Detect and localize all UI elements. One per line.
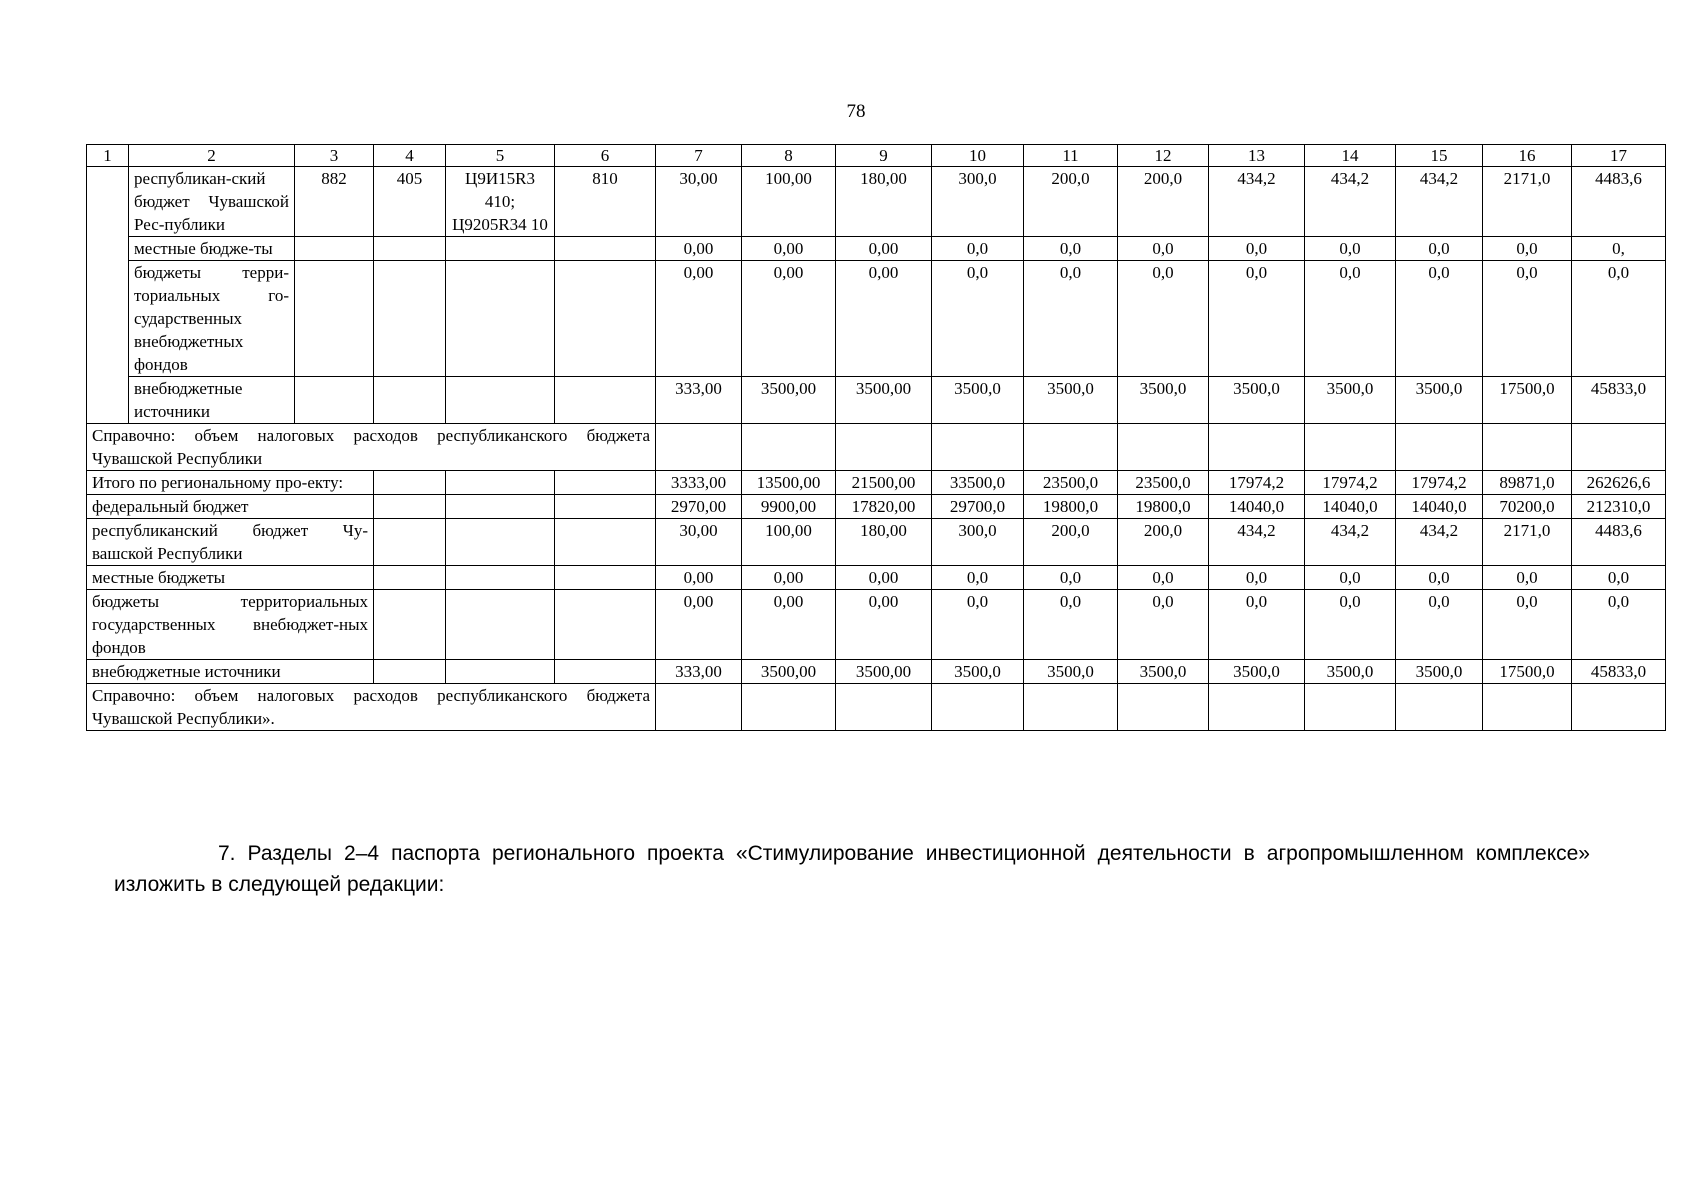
value-cell: [1209, 684, 1305, 731]
empty-cell: [446, 471, 555, 495]
value-cell: 333,00: [656, 660, 742, 684]
code-cell: [374, 377, 446, 424]
value-cell: 2171,0: [1483, 519, 1572, 566]
value-cell: 0,0: [932, 566, 1024, 590]
value-cell: 434,2: [1305, 519, 1396, 566]
total-row: [87, 495, 1666, 519]
total-row: [87, 660, 1666, 684]
value-cell: [1024, 684, 1118, 731]
value-cell: 0,0: [1483, 261, 1572, 377]
value-cell: 0,0: [1024, 237, 1118, 261]
empty-cell: [374, 495, 446, 519]
code-cell: [295, 261, 374, 377]
empty-cell: [374, 660, 446, 684]
value-cell: 434,2: [1209, 167, 1305, 237]
value-cell: 0,0: [1209, 566, 1305, 590]
value-cell: 4483,6: [1572, 519, 1666, 566]
header-cell: 12: [1118, 145, 1209, 167]
empty-cell: [555, 590, 656, 660]
header-cell: 2: [129, 145, 295, 167]
value-cell: 0,0: [1572, 261, 1666, 377]
value-cell: 434,2: [1209, 519, 1305, 566]
row-label: местные бюдже-ты: [129, 237, 295, 261]
value-cell: [1209, 424, 1305, 471]
reference-label: Справочно: объем налоговых расходов республиканского бюджета Чувашской Республики: [87, 424, 656, 471]
code-cell: 810: [555, 167, 656, 237]
value-cell: 21500,00: [836, 471, 932, 495]
empty-cell: [446, 660, 555, 684]
value-cell: 3333,00: [656, 471, 742, 495]
code-cell: [446, 261, 555, 377]
value-cell: 0,0: [1024, 261, 1118, 377]
empty-cell: [374, 471, 446, 495]
value-cell: 0,0: [1118, 590, 1209, 660]
page-number: 78: [846, 101, 866, 122]
header-cell: 10: [932, 145, 1024, 167]
value-cell: 3500,0: [932, 660, 1024, 684]
value-cell: 180,00: [836, 167, 932, 237]
value-cell: [1572, 424, 1666, 471]
value-cell: [656, 424, 742, 471]
value-cell: 70200,0: [1483, 495, 1572, 519]
empty-cell: [446, 519, 555, 566]
value-cell: 0,0: [1396, 237, 1483, 261]
value-cell: 17500,0: [1483, 660, 1572, 684]
value-cell: [1118, 424, 1209, 471]
value-cell: 19800,0: [1118, 495, 1209, 519]
value-cell: 3500,0: [1396, 660, 1483, 684]
value-cell: 0,0: [1209, 261, 1305, 377]
header-cell: 4: [374, 145, 446, 167]
header-cell: 5: [446, 145, 555, 167]
header-cell: 3: [295, 145, 374, 167]
value-cell: 9900,00: [742, 495, 836, 519]
value-cell: 3500,0: [1024, 377, 1118, 424]
value-cell: 2171,0: [1483, 167, 1572, 237]
value-cell: 200,0: [1118, 519, 1209, 566]
value-cell: [1396, 684, 1483, 731]
value-cell: 0,00: [836, 237, 932, 261]
value-cell: 0,00: [836, 566, 932, 590]
value-cell: 13500,00: [742, 471, 836, 495]
value-cell: 0,0: [1396, 590, 1483, 660]
value-cell: 0,0: [1209, 590, 1305, 660]
value-cell: 17974,2: [1396, 471, 1483, 495]
value-cell: 0,0: [1483, 566, 1572, 590]
value-cell: 3500,0: [1118, 377, 1209, 424]
value-cell: 0,0: [932, 237, 1024, 261]
reference-label: Справочно: объем налоговых расходов республиканского бюджета Чувашской Республики».: [87, 684, 656, 731]
empty-cell: [555, 495, 656, 519]
empty-cell: [374, 566, 446, 590]
row-label: федеральный бюджет: [87, 495, 374, 519]
header-cell: 8: [742, 145, 836, 167]
code-cell: [555, 377, 656, 424]
empty-cell: [555, 660, 656, 684]
value-cell: 14040,0: [1305, 495, 1396, 519]
value-cell: 434,2: [1305, 167, 1396, 237]
code-cell: [555, 261, 656, 377]
header-cell: 15: [1396, 145, 1483, 167]
value-cell: 0,00: [836, 261, 932, 377]
value-cell: 0,0: [1396, 261, 1483, 377]
total-row: [87, 519, 1666, 566]
header-cell: 9: [836, 145, 932, 167]
value-cell: 3500,00: [742, 377, 836, 424]
value-cell: 0,0: [1572, 590, 1666, 660]
value-cell: 17974,2: [1305, 471, 1396, 495]
value-cell: 100,00: [742, 519, 836, 566]
value-cell: [1024, 424, 1118, 471]
value-cell: 0,0: [1024, 590, 1118, 660]
value-cell: [1118, 684, 1209, 731]
value-cell: 0,0: [1483, 590, 1572, 660]
code-cell: [374, 261, 446, 377]
value-cell: 0,0: [1118, 261, 1209, 377]
value-cell: 0,0: [1305, 566, 1396, 590]
value-cell: 434,2: [1396, 167, 1483, 237]
value-cell: [742, 684, 836, 731]
value-cell: 3500,00: [742, 660, 836, 684]
header-cell: 14: [1305, 145, 1396, 167]
header-cell: 11: [1024, 145, 1118, 167]
value-cell: 0,0: [1305, 590, 1396, 660]
value-cell: [1572, 684, 1666, 731]
value-cell: 3500,0: [1209, 377, 1305, 424]
value-cell: 200,0: [1118, 167, 1209, 237]
value-cell: [932, 424, 1024, 471]
value-cell: 3500,0: [932, 377, 1024, 424]
value-cell: [1305, 424, 1396, 471]
value-cell: 0,0: [1572, 566, 1666, 590]
value-cell: 17974,2: [1209, 471, 1305, 495]
code-cell: [446, 237, 555, 261]
value-cell: 0,0: [932, 590, 1024, 660]
value-cell: 0,0: [1305, 237, 1396, 261]
table-row: [87, 167, 1666, 237]
value-cell: 0,0: [1118, 566, 1209, 590]
value-cell: 0,00: [656, 566, 742, 590]
row-label: местные бюджеты: [87, 566, 374, 590]
value-cell: 0,00: [742, 261, 836, 377]
reference-row: [87, 684, 1666, 731]
row-label: бюджеты терри-ториальных го-сударственных внебюджетных фондов: [129, 261, 295, 377]
value-cell: [742, 424, 836, 471]
row-label: бюджеты территориальных государственных внебюджет-ных фондов: [87, 590, 374, 660]
value-cell: 0,00: [836, 590, 932, 660]
code-cell: 882: [295, 167, 374, 237]
value-cell: 0,00: [656, 590, 742, 660]
value-cell: 212310,0: [1572, 495, 1666, 519]
code-cell: [295, 237, 374, 261]
value-cell: 200,0: [1024, 519, 1118, 566]
header-cell: 13: [1209, 145, 1305, 167]
row-label: внебюджетные источники: [87, 660, 374, 684]
value-cell: 0,0: [1483, 237, 1572, 261]
value-cell: 17500,0: [1483, 377, 1572, 424]
value-cell: 4483,6: [1572, 167, 1666, 237]
empty-cell: [446, 495, 555, 519]
value-cell: 19800,0: [1024, 495, 1118, 519]
empty-cell: [374, 519, 446, 566]
value-cell: 23500,0: [1118, 471, 1209, 495]
row-label: Итого по региональному про-екту:: [87, 471, 374, 495]
value-cell: 0,0: [932, 261, 1024, 377]
total-row: [87, 590, 1666, 660]
value-cell: 0,0: [1305, 261, 1396, 377]
row-number-cell: [87, 167, 129, 424]
value-cell: 30,00: [656, 519, 742, 566]
value-cell: 434,2: [1396, 519, 1483, 566]
total-row: [87, 566, 1666, 590]
value-cell: 3500,0: [1024, 660, 1118, 684]
header-cell: 6: [555, 145, 656, 167]
row-label: внебюджетные источники: [129, 377, 295, 424]
value-cell: 3500,0: [1305, 377, 1396, 424]
value-cell: 45833,0: [1572, 660, 1666, 684]
value-cell: [656, 684, 742, 731]
value-cell: [932, 684, 1024, 731]
value-cell: 0,00: [742, 237, 836, 261]
value-cell: 262626,6: [1572, 471, 1666, 495]
value-cell: 0,00: [656, 261, 742, 377]
value-cell: [836, 684, 932, 731]
section-paragraph: 7. Разделы 2–4 паспорта регионального проекта «Стимулирование инвестиционной деятельности в агропромышленном комплексе» изложить в следующей редакции:: [114, 842, 1590, 896]
value-cell: 300,0: [932, 167, 1024, 237]
value-cell: 3500,0: [1396, 377, 1483, 424]
empty-cell: [446, 590, 555, 660]
value-cell: 0,: [1572, 237, 1666, 261]
value-cell: 0,0: [1209, 237, 1305, 261]
value-cell: [1305, 684, 1396, 731]
table-row: [87, 377, 1666, 424]
value-cell: 180,00: [836, 519, 932, 566]
value-cell: 333,00: [656, 377, 742, 424]
empty-cell: [555, 566, 656, 590]
value-cell: 0,0: [1396, 566, 1483, 590]
value-cell: 45833,0: [1572, 377, 1666, 424]
total-row: [87, 471, 1666, 495]
row-label: республикан-ский бюджет Чувашской Рес-публики: [129, 167, 295, 237]
value-cell: [836, 424, 932, 471]
empty-cell: [446, 566, 555, 590]
empty-cell: [374, 590, 446, 660]
value-cell: [1396, 424, 1483, 471]
value-cell: 33500,0: [932, 471, 1024, 495]
value-cell: 2970,00: [656, 495, 742, 519]
table-header-row: [87, 145, 1666, 167]
value-cell: 3500,0: [1305, 660, 1396, 684]
value-cell: 0,0: [1118, 237, 1209, 261]
value-cell: 0,00: [742, 566, 836, 590]
value-cell: [1483, 684, 1572, 731]
header-cell: 16: [1483, 145, 1572, 167]
empty-cell: [555, 471, 656, 495]
value-cell: 0,0: [1024, 566, 1118, 590]
value-cell: 14040,0: [1209, 495, 1305, 519]
value-cell: 3500,0: [1209, 660, 1305, 684]
value-cell: 0,00: [656, 237, 742, 261]
code-cell: [555, 237, 656, 261]
value-cell: 100,00: [742, 167, 836, 237]
reference-row: [87, 424, 1666, 471]
value-cell: 3500,00: [836, 377, 932, 424]
budget-table: [86, 144, 1666, 731]
value-cell: 200,0: [1024, 167, 1118, 237]
code-cell: 405: [374, 167, 446, 237]
header-cell: 7: [656, 145, 742, 167]
value-cell: 17820,00: [836, 495, 932, 519]
row-label: республиканский бюджет Чу-вашской Республики: [87, 519, 374, 566]
empty-cell: [555, 519, 656, 566]
value-cell: [1483, 424, 1572, 471]
code-cell: [295, 377, 374, 424]
table-row: [87, 237, 1666, 261]
value-cell: 29700,0: [932, 495, 1024, 519]
table-row: [87, 261, 1666, 377]
code-cell: [446, 377, 555, 424]
header-cell: 1: [87, 145, 129, 167]
value-cell: 89871,0: [1483, 471, 1572, 495]
value-cell: 0,00: [742, 590, 836, 660]
code-cell: [374, 237, 446, 261]
value-cell: 300,0: [932, 519, 1024, 566]
header-cell: 17: [1572, 145, 1666, 167]
value-cell: 23500,0: [1024, 471, 1118, 495]
value-cell: 14040,0: [1396, 495, 1483, 519]
value-cell: 3500,00: [836, 660, 932, 684]
code-cell: Ц9И15R3 410; Ц9205R34 10: [446, 167, 555, 237]
value-cell: 3500,0: [1118, 660, 1209, 684]
value-cell: 30,00: [656, 167, 742, 237]
